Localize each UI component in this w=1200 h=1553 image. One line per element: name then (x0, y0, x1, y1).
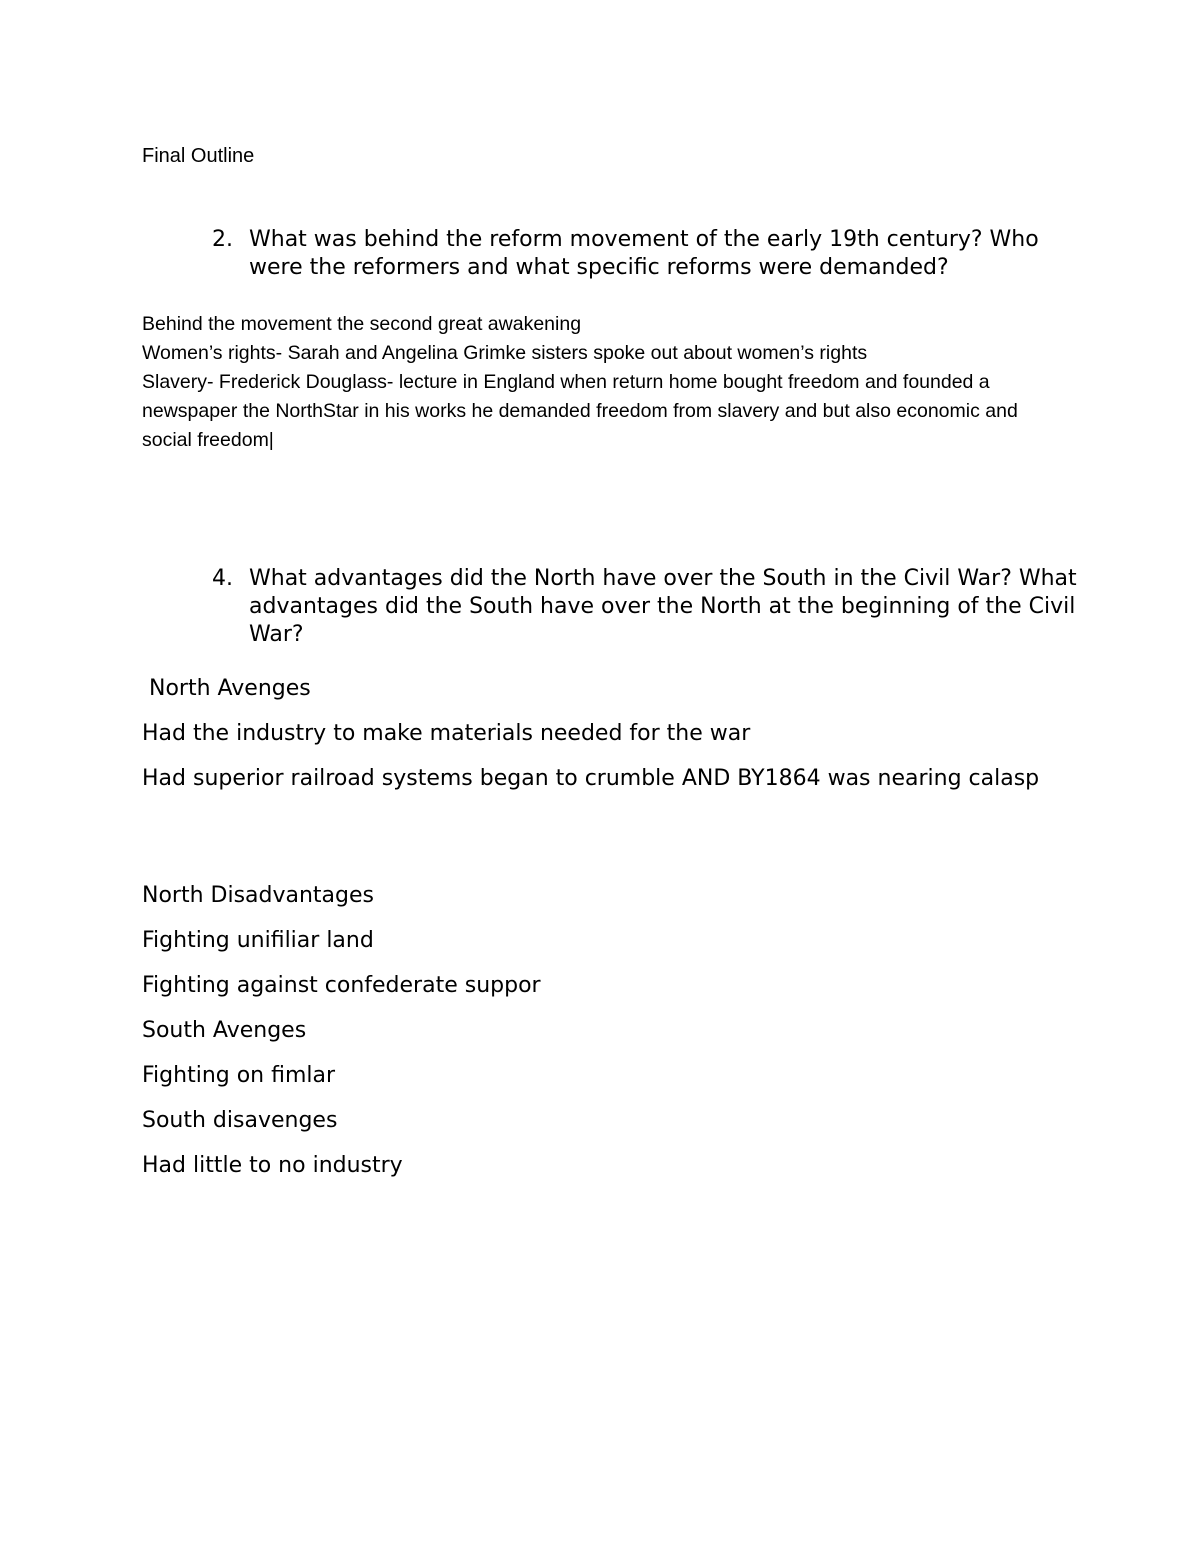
answer-line: North Avenges (142, 676, 311, 701)
document-title: Final Outline (142, 145, 255, 167)
answer-line: Women’s rights- Sarah and Angelina Grimke sisters spoke out about women’s rights (142, 342, 868, 364)
answer-line: Had superior railroad systems began to crumble AND BY1864 was nearing calasp (142, 766, 1040, 791)
question-text: What advantages did the North have over the South in the Civil War? What advantages did the South have over the North at the beginning of the Civil War? (249, 566, 1077, 647)
question-text: What was behind the reform movement of the early 19th century? Who were the reformers and what specific reforms were demanded? (249, 227, 1039, 280)
answer-line: Behind the movement the second great awakening (142, 313, 582, 335)
answer-line: South disavenges (142, 1108, 338, 1133)
answer-line: Fighting against confederate suppor (142, 973, 541, 998)
question-number: 4. (212, 566, 233, 591)
question-2 (212, 226, 1092, 282)
answer-line: North Disadvantages (142, 883, 374, 908)
answer-line: Slavery- Frederick Douglass- lecture in England when return home bought freedom and founded a newspaper the NorthStar in his works he demanded freedom from slavery and but also economic and social freedom| (142, 371, 1018, 451)
question-number: 2. (212, 227, 233, 252)
answer-line: Had the industry to make materials needed for the war (142, 721, 751, 746)
answer-line: Fighting on fimlar (142, 1063, 336, 1088)
answer-line: South Avenges (142, 1018, 307, 1043)
answer-line: Fighting unifiliar land (142, 928, 374, 953)
question-4 (212, 565, 1092, 649)
answer-2 (142, 310, 1072, 455)
answer-line: Had little to no industry (142, 1153, 403, 1178)
